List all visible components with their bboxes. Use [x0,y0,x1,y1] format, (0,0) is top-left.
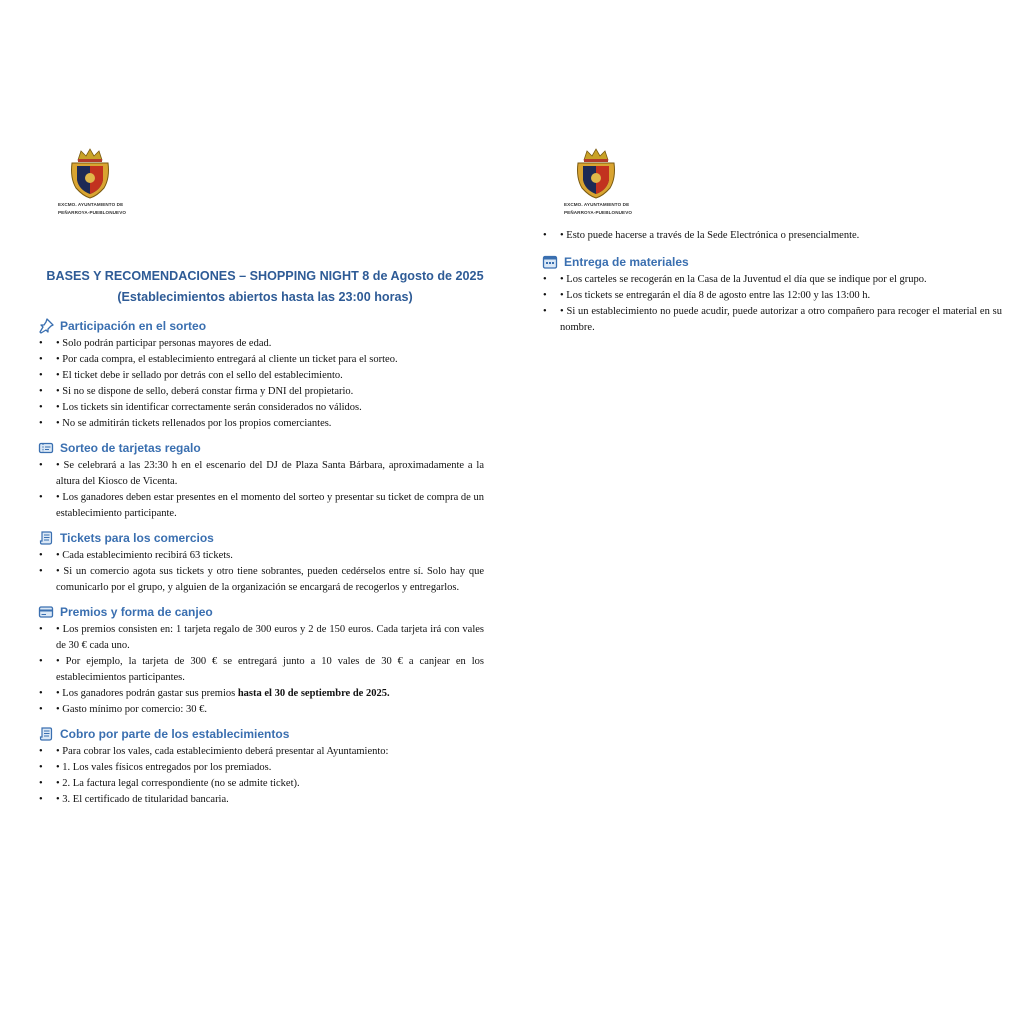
credit-card-icon [38,604,54,620]
bullet-list [38,458,484,522]
section-heading-cobro [38,724,484,744]
coat-of-arms-icon [68,148,112,200]
crest-caption-line2: PEÑARROYA-PUEBLONUEVO [564,210,633,215]
list-item: • • 3. El certificado de titularidad bancaria. [38,792,484,808]
municipal-crest [564,148,644,216]
list-item: • • El ticket debe ir sellado por detrás con el sello del establecimiento. [38,368,484,384]
section-heading-text: Tickets para los comercios [60,531,214,545]
document-page-2 [512,0,1024,1024]
list-item: • • Por ejemplo, la tarjeta de 300 € se entregará junto a 10 vales de 30 € a canjear en los establecimientos participantes. [38,654,484,686]
list-item: • • Se celebrará a las 23:30 h en el escenario del DJ de Plaza Santa Bárbara, aproximadamente a la altura del Kiosco de Vicenta. [38,458,484,490]
section-heading-text: Cobro por parte de los establecimientos [60,727,290,741]
document-body [542,228,1002,336]
section-heading-sorteo [38,438,484,458]
list-item: • • Los carteles se recogerán en la Casa de la Juventud el día que se indique por el grupo. [542,272,1002,288]
calendar-icon [542,254,558,270]
list-item [38,686,484,702]
list-item: • • 1. Los vales físicos entregados por los premiados. [38,760,484,776]
list-item: • • No se admitirán tickets rellenados por los propios comerciantes. [38,416,484,432]
ticket-icon [38,440,54,456]
list-item: • • Los tickets sin identificar correctamente serán considerados no válidos. [38,400,484,416]
scroll-icon [38,726,54,742]
section-heading-tickets [38,528,484,548]
document-body [38,316,484,808]
municipal-crest [58,148,138,216]
title-line-2: (Establecimientos abiertos hasta las 23:00 horas) [117,290,413,304]
scroll-icon [38,530,54,546]
list-item: • • Los tickets se entregarán el día 8 de agosto entre las 12:00 y las 13:00 h. [542,288,1002,304]
list-item: • • Si un comercio agota sus tickets y otro tiene sobrantes, pueden cedérselos entre sí. Solo hay que comunicarlo por el grupo, y alguien de la organización se encargará de recogerlos y entregarlos. [38,564,484,596]
section-heading-text: Premios y forma de canjeo [60,605,213,619]
pushpin-icon [38,318,54,334]
section-heading-participacion [38,316,484,336]
coat-of-arms-icon [574,148,618,200]
list-item: • • Si no se dispone de sello, deberá constar firma y DNI del propietario. [38,384,484,400]
list-item: • • Cada establecimiento recibirá 63 tickets. [38,548,484,564]
list-item: • • Gasto mínimo por comercio: 30 €. [38,702,484,718]
document-title [40,266,490,308]
title-line-1: BASES Y RECOMENDACIONES – SHOPPING NIGHT 8 de Agosto de 2025 [46,269,484,283]
bullet-list [38,744,484,808]
deadline-bold: hasta el 30 de septiembre de 2025. [237,688,390,699]
section-heading-text: Participación en el sorteo [60,319,207,333]
bullet-list [38,548,484,596]
crest-caption-line1: EXCMO. AYUNTAMIENTO DE [564,202,630,207]
bullet-list [38,622,484,718]
section-heading-premios [38,602,484,622]
bullet-list [38,336,484,432]
list-item: • • Esto puede hacerse a través de la Sede Electrónica o presencialmente. [542,228,1002,244]
section-heading-text: Entrega de materiales [564,255,689,269]
crest-caption-line1: EXCMO. AYUNTAMIENTO DE [58,202,124,207]
bullet-list [542,228,1002,244]
list-item: • • Si un establecimiento no puede acudir, puede autorizar a otro compañero para recoger el material en su nombre. [542,304,1002,336]
bullet-list [542,272,1002,336]
section-heading-text: Sorteo de tarjetas regalo [60,441,201,455]
list-item: • • Solo podrán participar personas mayores de edad. [38,336,484,352]
list-item: • • 2. La factura legal correspondiente (no se admite ticket). [38,776,484,792]
list-item: • • Por cada compra, el establecimiento entregará al cliente un ticket para el sorteo. [38,352,484,368]
list-item: • • Los ganadores deben estar presentes en el momento del sorteo y presentar su ticket de compra de un establecimiento participante. [38,490,484,522]
list-item: • • Para cobrar los vales, cada establecimiento deberá presentar al Ayuntamiento: [38,744,484,760]
list-item: • • Los premios consisten en: 1 tarjeta regalo de 300 euros y 2 de 150 euros. Cada tarjeta irá con vales de 30 € cada uno. [38,622,484,654]
crest-caption-line2: PEÑARROYA-PUEBLONUEVO [58,210,127,215]
section-heading-entrega [542,252,1002,272]
deadline-prefix: • Los ganadores podrán gastar sus premios [56,688,238,699]
